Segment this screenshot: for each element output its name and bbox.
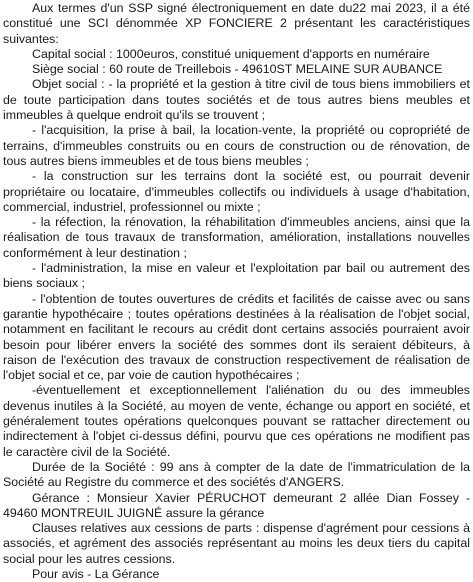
purpose-acquisition-paragraph: - l'acquisition, la prise à bail, la location-vente, la propriété ou copropriété de terrains, d'immeubles construits ou en cours de construction ou de rénovation, de tous autres biens immeubles et de tous biens meubles ; xyxy=(3,123,470,168)
purpose-alienation-paragraph: -éventuellement et exceptionnellement l'aliénation du ou des immeubles devenus inutiles à la Société, au moyen de vente, échange ou apport en société, et généralement toutes opérations quelconques pouvant se rattacher directement ou indirectement à l'objet ci-dessus défini, pourvu que ces opérations ne modifient pas le caractère civil de la Société. xyxy=(3,383,470,459)
purpose-renovation-paragraph: - la réfection, la rénovation, la réhabilitation d'immeubles anciens, ainsi que la réalisation de tous travaux de transformation, amélioration, installations nouvelles conformément à leur destination ; xyxy=(3,215,470,260)
capital-paragraph: Capital social : 1000euros, constitué uniquement d'apports en numéraire xyxy=(32,46,430,61)
corporate-purpose-paragraph: Objet social : - la propriété et la gestion à titre civil de tous biens immobiliers et de toute participation dans toutes sociétés et de tous autres biens meubles et immeubles à quelque endroit qu'ils se trouvent ; xyxy=(3,77,470,123)
management-paragraph: Gérance : Monsieur Xavier PÉRUCHOT demeurant 2 allée Dian Fossey - 49460 MONTREUIL JUIGNÉ assure la gérance xyxy=(3,490,470,520)
share-transfer-paragraph: Clauses relatives aux cessions de parts : dispense d'agrément pour cessions à associés, et agrément des associés représentant au moins les deux tiers du capital social pour les autres cessions. xyxy=(3,521,470,566)
constitution-paragraph: Aux termes d'un SSP signé électroniquement en date du22 mai 2023, il a été constitué une SCI dénommée XP FONCIERE 2 présentant les caractéristiques suivantes: xyxy=(3,1,470,46)
duration-paragraph: Durée de la Société : 99 ans à compter de la date de l'immatriculation de la Société au Registre du commerce et des sociétés d'ANGERS. xyxy=(3,459,470,490)
purpose-credit-paragraph: - l'obtention de toutes ouvertures de crédits et facilités de caisse avec ou sans garantie hypothécaire ; toutes opérations destinées à la réalisation de l'objet social, notamment en facilitant le recours au crédit dont certains associés pourraient avoir besoin pour libérer envers la société des sommes dont ils seraient débiteurs, à raison de l'exécution des travaux de construction respectivement de réalisation de l'objet social et ce, par voie de caution hypothécaires ; xyxy=(3,291,470,383)
registered-office-paragraph: Siège social : 60 route de Treillebois - 49610ST MELAINE SUR AUBANCE xyxy=(32,62,443,77)
purpose-construction-paragraph: - la construction sur les terrains dont la société est, ou pourrait devenir propriétaire ou locataire, d'immeubles collectifs ou individuels à usage d'habitation, commercial, industriel, professionnel ou mixte ; xyxy=(3,169,470,214)
purpose-administration-paragraph: - l'administration, la mise en valeur et l'exploitation par bail ou autrement des biens sociaux ; xyxy=(3,261,470,291)
signature-paragraph: Pour avis - La Gérance xyxy=(32,566,160,581)
